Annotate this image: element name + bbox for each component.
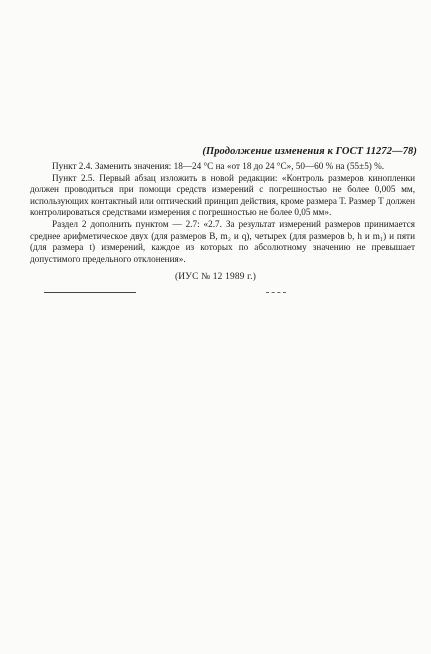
paragraph-section-2-addition: Раздел 2 дополнить пунктом — 2.7: «2.7. За результат измерений размеров принимается среднее арифметическое двух (для размеров B, m₂ и q), четырех (для размеров b, h и m₁) и пяти (для размера t) измерений, каждое из которых по абсолютному значению не превышает допустимого предельного отклонения». xyxy=(30,218,415,264)
paragraph-item-2-5: Пункт 2.5. Первый абзац изложить в новой редакции: «Контроль размеров кинопленки должен проводиться при помощи средств измерений с погрешностью не более 0,005 мм, использующих контактный или оптический принцип действия, кроме размера Т. Размер Т должен контролироваться средствами измерения с погрешностью не более 0,05 мм». xyxy=(30,172,415,218)
separator-line-right xyxy=(266,292,286,293)
paragraph-item-2-4: Пункт 2.4. Заменить значения: 18—24 °С на «от 18 до 24 °С», 50—60 % на (55±5) %. xyxy=(52,161,385,171)
continuation-header: (Продолжение изменения к ГОСТ 11272—78) xyxy=(202,146,417,157)
separator-line-left xyxy=(44,292,136,293)
source-reference: (ИУС № 12 1989 г.) xyxy=(174,272,257,282)
amendment-body xyxy=(30,161,415,265)
